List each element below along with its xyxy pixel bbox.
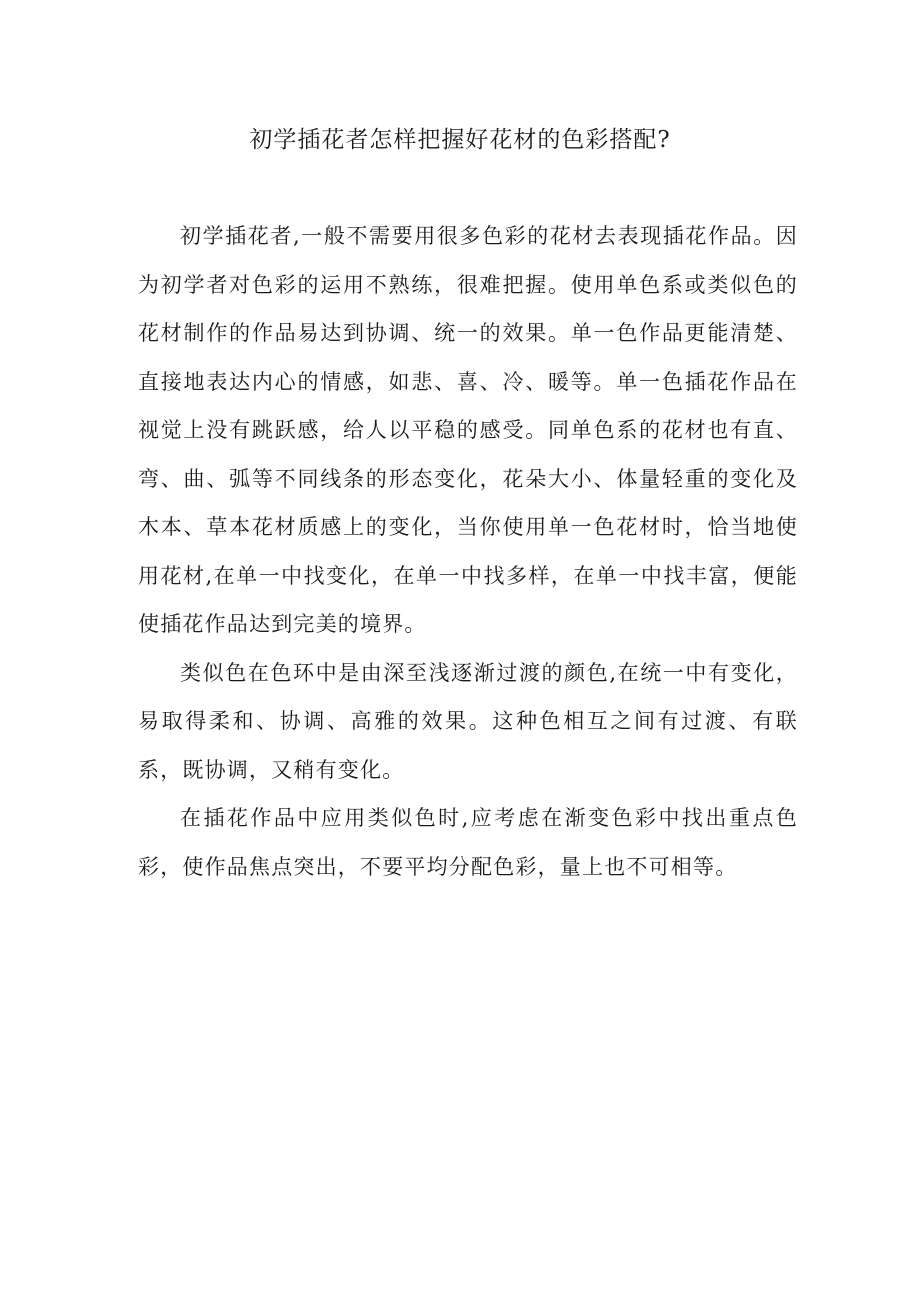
page-title: 初学插花者怎样把握好花材的色彩搭配? — [249, 127, 671, 153]
paragraph-3: 在插花作品中应用类似色时,应考虑在渐变色彩中找出重点色彩，使作品焦点突出，不要平均分配色彩，量上也不可相等。 — [138, 806, 798, 879]
document-body — [138, 212, 798, 891]
paragraph-2: 类似色在色环中是由深至浅逐渐过渡的颜色,在统一中有变化，易取得柔和、协调、高雅的效果。这种色相互之间有过渡、有联系，既协调，又稍有变化。 — [138, 660, 798, 782]
paragraph-1: 初学插花者,一般不需要用很多色彩的花材去表现插花作品。因为初学者对色彩的运用不熟练，很难把握。使用单色系或类似色的花材制作的作品易达到协调、统一的效果。单一色作品更能清楚、直接地表达内心的情感，如悲、喜、冷、暖等。单一色插花作品在视觉上没有跳跃感，给人以平稳的感受。同单色系的花材也有直、弯、曲、弧等不同线条的形态变化，花朵大小、体量轻重的变化及木本、草本花材质感上的变化，当你使用单一色花材时，恰当地使用花材,在单一中找变化，在单一中找多样，在单一中找丰富，便能使插花作品达到完美的境界。 — [138, 224, 798, 636]
